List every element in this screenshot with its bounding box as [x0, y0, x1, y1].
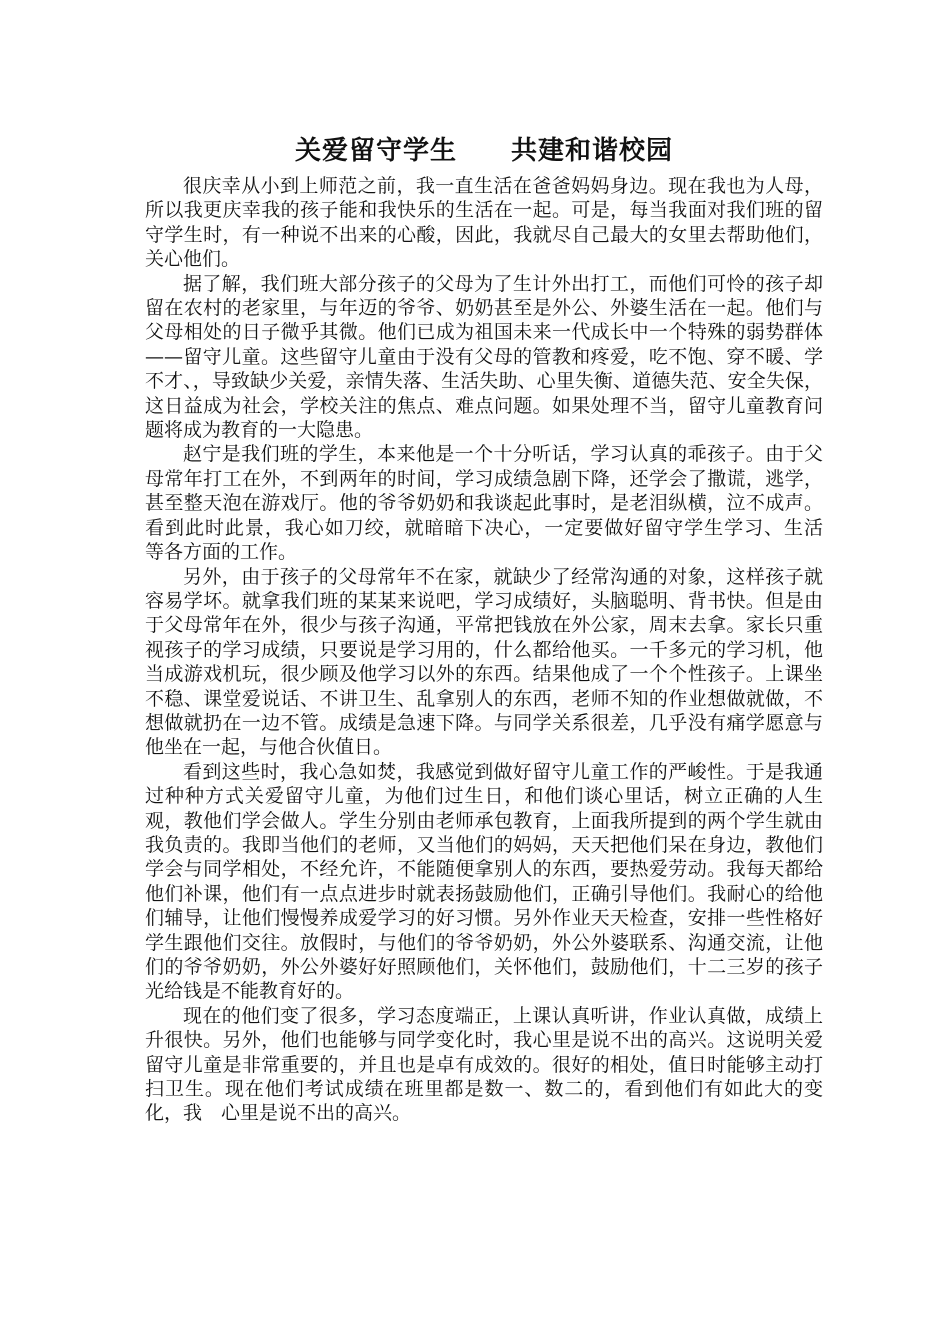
paragraph-zhao-ning: 赵宁是我们班的学生，本来他是一个十分听话，学习认真的乖孩子。由于父母常年打工在外，不到两年的时间，学习成绩急剧下降，还学会了撒谎，逃学，甚至整天泡在游戏厅。他的爷爷奶奶和我谈起此事时，是老泪纵横，泣不成声。看到此时此景，我心如刀绞，就暗暗下决心，一定要做好留守学生学习、生活 等各方面的工作。	[145, 443, 843, 564]
document-title: 关爱留守学生 共建和谐校园	[294, 136, 673, 166]
paragraph-results: 现在的他们变了很多，学习态度端正，上课认真听讲，作业认真做，成绩上升很快。另外，他们也能够与同学变化时，我心里是说不出的高兴。这说明关爱留守儿童是非常重要的，并且也是卓有成效的。很好的相处，值日时能够主动打扫卫生。现在他们考试成绩在班里都是数一、数二的，看到他们有如此大的变化，我 心里是说不出的高兴。	[145, 1004, 823, 1125]
paragraph-actions: 看到这些时，我心急如焚，我感觉到做好留守儿童工作的严峻性。于是我通过种种方式关爱留守儿童，为他们过生日，和他们谈心里话，树立正确的人生观，教他们学会做人。学生分别由老师承包教育，上面我所提到的两个学生就由我负责的。我即当他们的老师，又当他们的妈妈，天天把他们呆在身边，教他们学会与同学相处，不经允许，不能随便拿别人的东西，要热爱劳动。我每天都给他们补课，他们有一点点进步时就表扬鼓励他们，正确引导他们。我耐心的给他们辅导，让他们慢慢养成爱学习的好习惯。另外作业天天检查，安排一些性格好学生跟他们交往。放假时，与他们的爷爷奶奶，外公外婆联系、沟通交流，让他们的爷爷奶奶，外公外婆好好照顾他们，关怀他们，鼓励他们，十二三岁的孩子光给钱是不能教育好的。	[145, 760, 823, 1003]
paragraph-another-student: 另外，由于孩子的父母常年不在家，就缺少了经常沟通的对象，这样孩子就容易学坏。就拿我们班的某某来说吧，学习成绩好，头脑聪明、背书快。但是由于父母常年在外，很少与孩子沟通，平常把钱放在外公家，周末去拿。家长只重视孩子的学习成绩，只要说是学习用的，什么都给他买。一千多元的学习机，他当成游戏机玩，很少顾及他学习以外的东西。结果他成了一个个性孩子。上课坐不稳、课堂爱说话、不讲卫生、乱拿别人的东西，老师不知的作业想做就做，不想做就扔在一边不管。成绩是急速下降。与同学关系很差，几乎没有痛学愿意与他坐在一起，与他合伙值日。	[145, 565, 823, 759]
document-page	[145, 128, 843, 1126]
paragraph-intro: 很庆幸从小到上师范之前，我一直生活在爸爸妈妈身边。现在我也为人母，所以我更庆幸我的孩子能和我快乐的生活在一起。可是，每当我面对我们班的留守学生时，有一种说不出来的心酸，因此，我就尽自己最大的女里去帮助他们，关心他们。	[145, 175, 823, 271]
paragraph-background: 据了解，我们班大部分孩子的父母为了生计外出打工，而他们可怜的孩子却留在农村的老家里，与年迈的爷爷、奶奶甚至是外公、外婆生活在一起。他们与父母相处的日子微乎其微。他们已成为祖国未来一代成长中一个特殊的弱势群体——留守儿童。这些留守儿童由于没有父母的管教和疼爱，吃不饱、穿不暖、学不才、，导致缺少关爱，亲情失落、生活失助、心里失衡、道德失范、安全失保，这日益成为社会，学校关注的焦点、难点问题。如果处理不当，留守儿童教育问题将成为教育的一大隐患。	[145, 272, 823, 442]
